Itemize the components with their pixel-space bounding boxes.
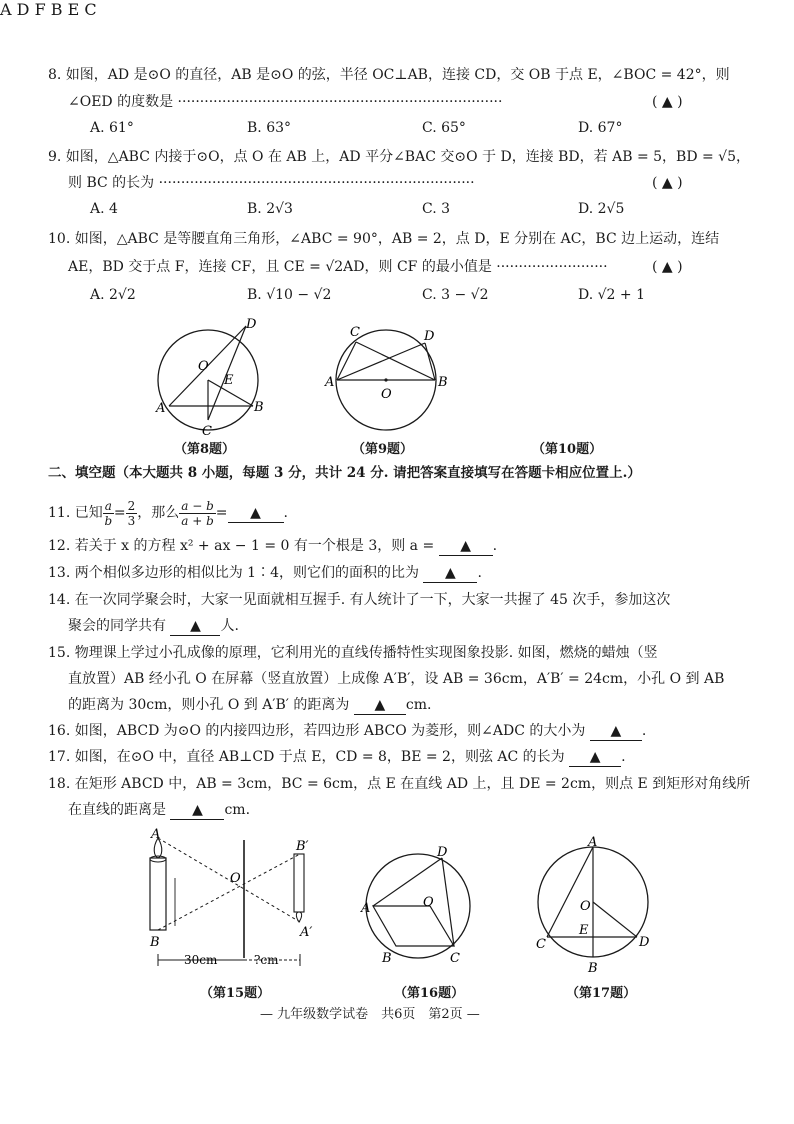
fig10-label-e: E <box>67 0 80 19</box>
fig17-label-o: O <box>580 899 591 914</box>
q17-text: 17. 如图，在⊙O 中，直径 AB⊥CD 于点 E，CD = 8，BE = 2，则弦 AC 的长为 <box>48 749 565 765</box>
fig10-label-c: C <box>84 0 97 19</box>
q11 <box>48 498 288 528</box>
q11-frac2-num: 2 <box>127 498 136 513</box>
q14-line2-suffix: 人. <box>220 618 239 634</box>
page-footer: — 九年级数学试卷 共6页 第2页 — <box>260 1007 480 1022</box>
q17-answer-blank[interactable]: ▲ <box>569 748 621 767</box>
figure-q17 <box>533 835 663 976</box>
q13-period: . <box>477 565 482 581</box>
fig15-dim-left: 30cm <box>184 953 218 967</box>
q8-answer-slot: ( ▲ ) <box>652 94 683 110</box>
q12 <box>48 537 497 556</box>
q9-option-b: B. 2√3 <box>247 201 293 217</box>
q15-line3-prefix: 的距离为 30cm，则小孔 O 到 A′B′ 的距离为 <box>68 697 350 713</box>
q14-answer-blank[interactable]: ▲ <box>170 617 220 636</box>
fig15-label-b-prime: B′ <box>296 839 309 854</box>
fig15-label-a-prime: A′ <box>300 925 313 940</box>
fig15-label-a: A <box>151 827 161 842</box>
figure-q16 <box>360 842 480 967</box>
q13-text: 13. 两个相似多边形的相似比为 1∶4，则它们的面积的比为 <box>48 565 419 581</box>
q15-line2: 直放置）AB 经小孔 O 在屏幕（竖直放置）上成像 A′B′，设 AB = 36cm，A′B′ = 24cm，小孔 O 到 AB <box>68 671 725 687</box>
fig8-label-d: D <box>246 317 257 332</box>
fig9-label-c: C <box>350 325 360 340</box>
q8-line2: ∠OED 的度数是 ········································································· <box>68 94 503 110</box>
fig8-label-c: C <box>202 424 212 439</box>
fig16-caption: （第16题） <box>394 986 465 1001</box>
fig9-label-b: B <box>438 375 448 390</box>
q9-option-d: D. 2√5 <box>578 201 625 217</box>
q18-line2-suffix: cm. <box>224 802 251 818</box>
q16-period: . <box>641 723 647 739</box>
q10-option-a: A. 2√2 <box>90 287 136 303</box>
q18-line1: 18. 在矩形 ABCD 中，AB = 3cm，BC = 6cm，点 E 在直线 AD 上，且 DE = 2cm，则点 E 到矩形对角线所 <box>48 776 751 792</box>
q10-option-b: B. √10 − √2 <box>247 287 332 303</box>
q14-line2-prefix: 聚会的同学共有 <box>68 618 166 634</box>
q9-option-c: C. 3 <box>422 201 451 217</box>
q11-eq1: = <box>113 505 126 521</box>
fig17-label-c: C <box>536 937 546 952</box>
q14-line2 <box>68 617 239 636</box>
fig16-label-c: C <box>450 951 460 966</box>
fig8-label-b: B <box>254 400 264 415</box>
image-body <box>294 854 304 912</box>
fig17-label-d: D <box>639 935 650 950</box>
q15-line1: 15. 物理课上学过小孔成像的原理，它利用光的直线传播特性实现图象投影. 如图，燃烧的蜡烛（竖 <box>48 645 658 661</box>
q12-text: 12. 若关于 x 的方程 x² + ax − 1 = 0 有一个根是 3，则 a = <box>48 538 435 554</box>
q8-option-d: D. 67° <box>578 120 623 136</box>
figure-q8 <box>150 317 280 439</box>
fig9-label-a: A <box>325 375 335 390</box>
fig16-label-a: A <box>361 901 371 916</box>
q15-line3-suffix: cm. <box>405 697 432 713</box>
q10-option-d: D. √2 + 1 <box>578 287 645 303</box>
q11-frac3-den: a + b <box>181 513 214 528</box>
q11-period: . <box>283 505 288 521</box>
q8-option-b: B. 63° <box>247 120 292 136</box>
fig15-caption: （第15题） <box>200 986 271 1001</box>
fig17-caption: （第17题） <box>566 986 637 1001</box>
fig10-caption: （第10题） <box>532 442 603 457</box>
q10-answer-slot: ( ▲ ) <box>652 259 683 275</box>
q8-option-c: C. 65° <box>422 120 466 136</box>
q18-line2 <box>68 801 250 820</box>
q11-then: ，那么 <box>137 505 180 521</box>
q10-line2: AE，BD 交于点 F，连接 CF，且 CE = √2AD，则 CF 的最小值是 ························· <box>68 259 608 275</box>
q18-answer-blank[interactable]: ▲ <box>170 801 224 820</box>
fig17-label-b: B <box>588 961 598 976</box>
figure-q9 <box>325 318 458 433</box>
q11-frac3-num: a − b <box>181 498 214 513</box>
q11-answer-blank[interactable]: ▲ <box>228 504 284 523</box>
q11-frac1-num: a <box>104 498 112 513</box>
q13-answer-blank[interactable]: ▲ <box>423 564 477 583</box>
q11-eq2: = <box>215 505 228 521</box>
q13 <box>48 564 482 583</box>
q8-line1: 8. 如图，AD 是⊙O 的直径，AB 是⊙O 的弦，半径 OC⊥AB，连接 CD，交 OB 于点 E，∠BOC = 42°，则 <box>48 67 730 83</box>
q17-period: . <box>621 749 626 765</box>
q11-frac1-den: b <box>104 513 113 528</box>
fig15-dim-right: ?cm <box>254 953 279 967</box>
fig17-label-a: A <box>588 835 598 850</box>
fig8-label-o: O <box>198 359 209 374</box>
figure-q10 <box>508 314 638 429</box>
fig9-label-o: O <box>381 387 392 402</box>
fig9-label-d: D <box>424 329 435 344</box>
q11-frac2-den: 3 <box>127 513 136 528</box>
fig8-label-a: A <box>156 401 166 416</box>
fig17-label-e: E <box>579 923 589 938</box>
q18-line2-prefix: 在直线的距离是 <box>68 802 166 818</box>
fig8-label-e: E <box>224 373 234 388</box>
q16-text: 16. 如图，ABCD 为⊙O 的内接四边形，若四边形 ABCO 为菱形，则∠ADC 的大小为 <box>48 723 586 739</box>
candle-body <box>150 858 166 930</box>
figure-q15 <box>140 826 340 971</box>
fig10-label-b: B <box>50 0 63 19</box>
fig10-label-f: F <box>34 0 46 19</box>
q12-period: . <box>492 538 498 554</box>
q17 <box>48 748 626 767</box>
q16-answer-blank[interactable]: ▲ <box>590 722 642 741</box>
fig16-label-o: O <box>423 895 434 910</box>
q11-frac-expression <box>179 499 216 528</box>
fig10-label-d: D <box>16 0 30 19</box>
fig10-label-a: A <box>0 0 12 19</box>
section-2-title: 二、填空题（本大题共 8 小题，每题 3 分，共计 24 分. 请把答案直接填写在答题卡相应位置上.） <box>48 465 641 481</box>
q9-line2: 则 BC 的长为 ······································································· <box>68 175 475 191</box>
fig15-label-o: O <box>230 871 241 886</box>
q14-line1: 14. 在一次同学聚会时，大家一见面就相互握手. 有人统计了一下，大家一共握了 45 次手，参加这次 <box>48 592 671 608</box>
q15-line3 <box>68 696 431 715</box>
q12-answer-blank[interactable]: ▲ <box>439 537 493 556</box>
q10-line1: 10. 如图，△ABC 是等腰直角三角形，∠ABC = 90°，AB = 2，点 D，E 分别在 AC，BC 边上运动，连结 <box>48 231 720 247</box>
fig16-label-d: D <box>437 845 448 860</box>
q10-option-c: C. 3 − √2 <box>422 287 489 303</box>
q9-line1: 9. 如图，△ABC 内接于⊙O，点 O 在 AB 上，AD 平分∠BAC 交⊙O 于 D，连接 BD，若 AB = 5，BD = √5， <box>48 149 751 165</box>
fig15-label-b: B <box>150 935 160 950</box>
q11-frac-2-over-3 <box>126 499 138 528</box>
q8-option-a: A. 61° <box>90 120 134 136</box>
q9-option-a: A. 4 <box>90 201 118 217</box>
fig16-label-b: B <box>382 951 392 966</box>
q11-prefix: 11. 已知 <box>48 505 103 521</box>
q11-frac-a-over-b <box>103 499 114 528</box>
q9-answer-slot: ( ▲ ) <box>652 175 683 191</box>
q15-answer-blank[interactable]: ▲ <box>354 696 406 715</box>
fig9-caption: （第9题） <box>352 442 414 457</box>
q16 <box>48 722 646 741</box>
fig8-caption: （第8题） <box>174 442 236 457</box>
